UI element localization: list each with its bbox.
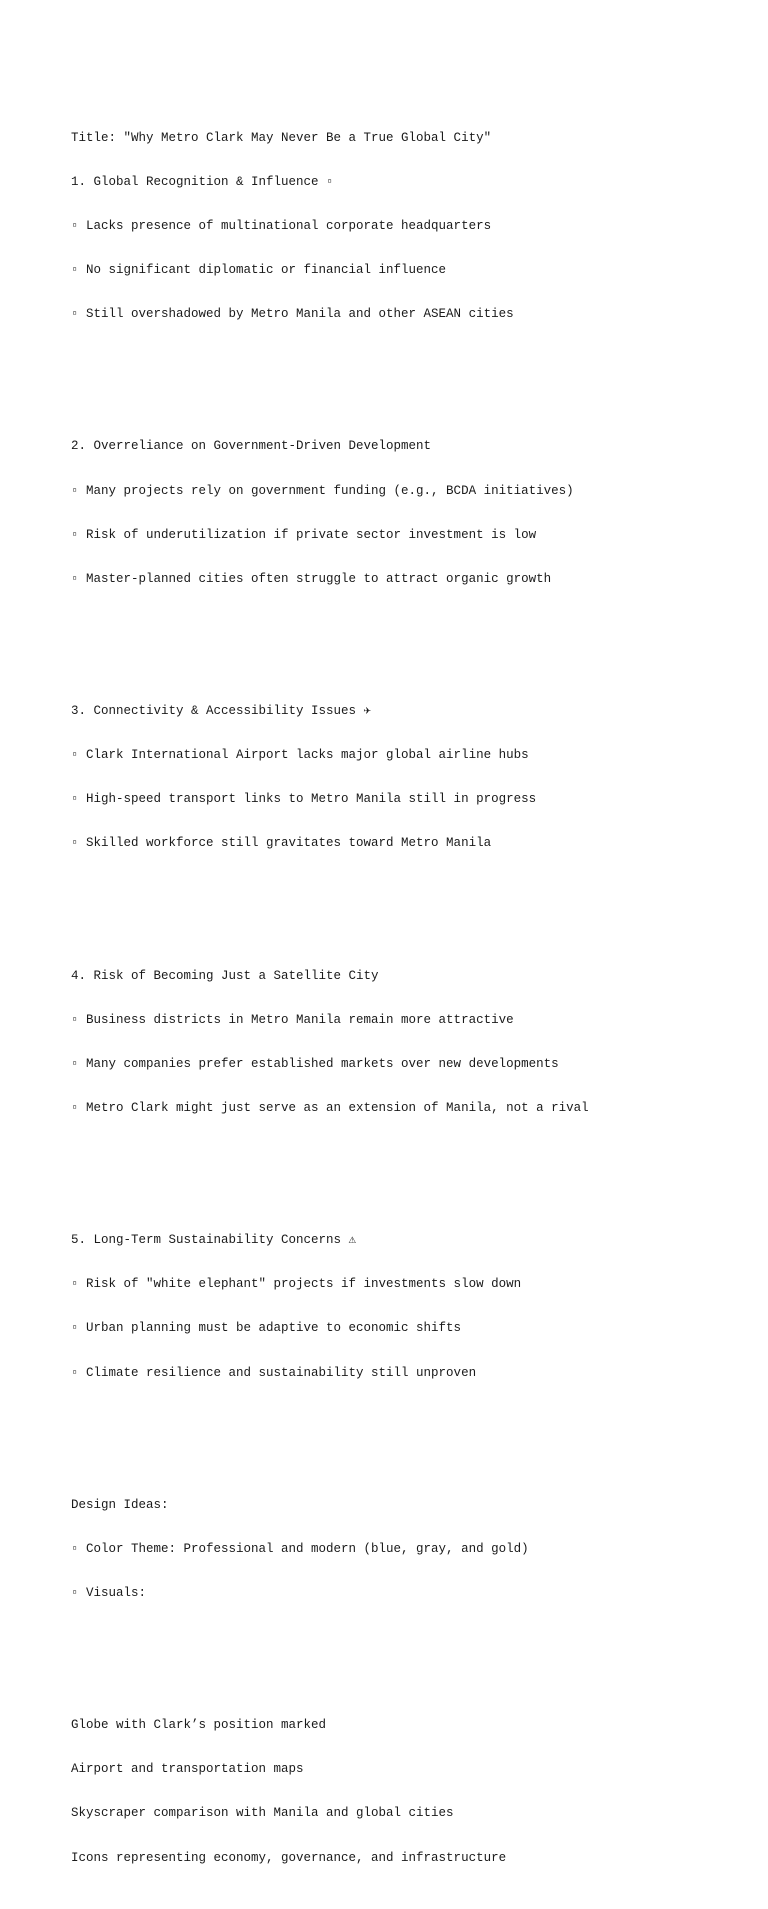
bullet-item: ▫ No significant diplomatic or financial influence (71, 263, 447, 278)
bullet-item: ▫ Clark International Airport lacks major global airline hubs (71, 748, 529, 763)
visuals-list (71, 1689, 751, 1895)
bullet-item: ▫ Many projects rely on government funding (e.g., BCDA initiatives) (71, 483, 574, 498)
bullet-item: ▫ Business districts in Metro Manila remain more attractive (71, 1012, 514, 1027)
list-item: Airport and transportation maps (71, 1762, 304, 1777)
section-heading-4: 4. Risk of Becoming Just a Satellite City (71, 968, 379, 983)
bullet-item: ▫ Many companies prefer established markets over new developments (71, 1056, 559, 1071)
bullet-item: ▫ Metro Clark might just serve as an extension of Manila, not a rival (71, 1100, 589, 1115)
section-heading-1: 1. Global Recognition & Influence ▫ (71, 174, 334, 189)
bullet-item: ▫ High-speed transport links to Metro Manila still in progress (71, 792, 537, 807)
section-2 (71, 410, 751, 616)
section-heading-3: 3. Connectivity & Accessibility Issues ✈ (71, 704, 372, 719)
list-item: Skyscraper comparison with Manila and global cities (71, 1806, 454, 1821)
section-heading-5: 5. Long-Term Sustainability Concerns ⚠ (71, 1233, 357, 1248)
bullet-item: ▫ Still overshadowed by Metro Manila and other ASEAN cities (71, 307, 514, 322)
list-item: Globe with Clark’s position marked (71, 1718, 327, 1733)
section-1 (71, 101, 751, 351)
bullet-item: ▫ Master-planned cities often struggle to attract organic growth (71, 571, 552, 586)
section-5 (71, 1204, 751, 1410)
bullet-item: ▫ Skilled workforce still gravitates toward Metro Manila (71, 836, 492, 851)
bullet-item: ▫ Climate resilience and sustainability still unproven (71, 1365, 477, 1380)
design-ideas-section (71, 1468, 751, 1630)
document-title: Title: "Why Metro Clark May Never Be a True Global City" (71, 130, 492, 145)
bullet-item: ▫ Visuals: (71, 1585, 147, 1600)
bullet-item: ▫ Color Theme: Professional and modern (blue, gray, and gold) (71, 1541, 529, 1556)
bullet-item: ▫ Urban planning must be adaptive to economic shifts (71, 1321, 462, 1336)
section-4 (71, 939, 751, 1145)
bullet-item: ▫ Risk of underutilization if private sector investment is low (71, 527, 537, 542)
list-item: Icons representing economy, governance, and infrastructure (71, 1850, 507, 1865)
section-heading-2: 2. Overreliance on Government-Driven Development (71, 439, 432, 454)
design-ideas-heading: Design Ideas: (71, 1497, 169, 1512)
bullet-item: ▫ Risk of "white elephant" projects if investments slow down (71, 1277, 522, 1292)
document-body (71, 72, 751, 1909)
bullet-item: ▫ Lacks presence of multinational corporate headquarters (71, 219, 492, 233)
section-3 (71, 675, 751, 881)
